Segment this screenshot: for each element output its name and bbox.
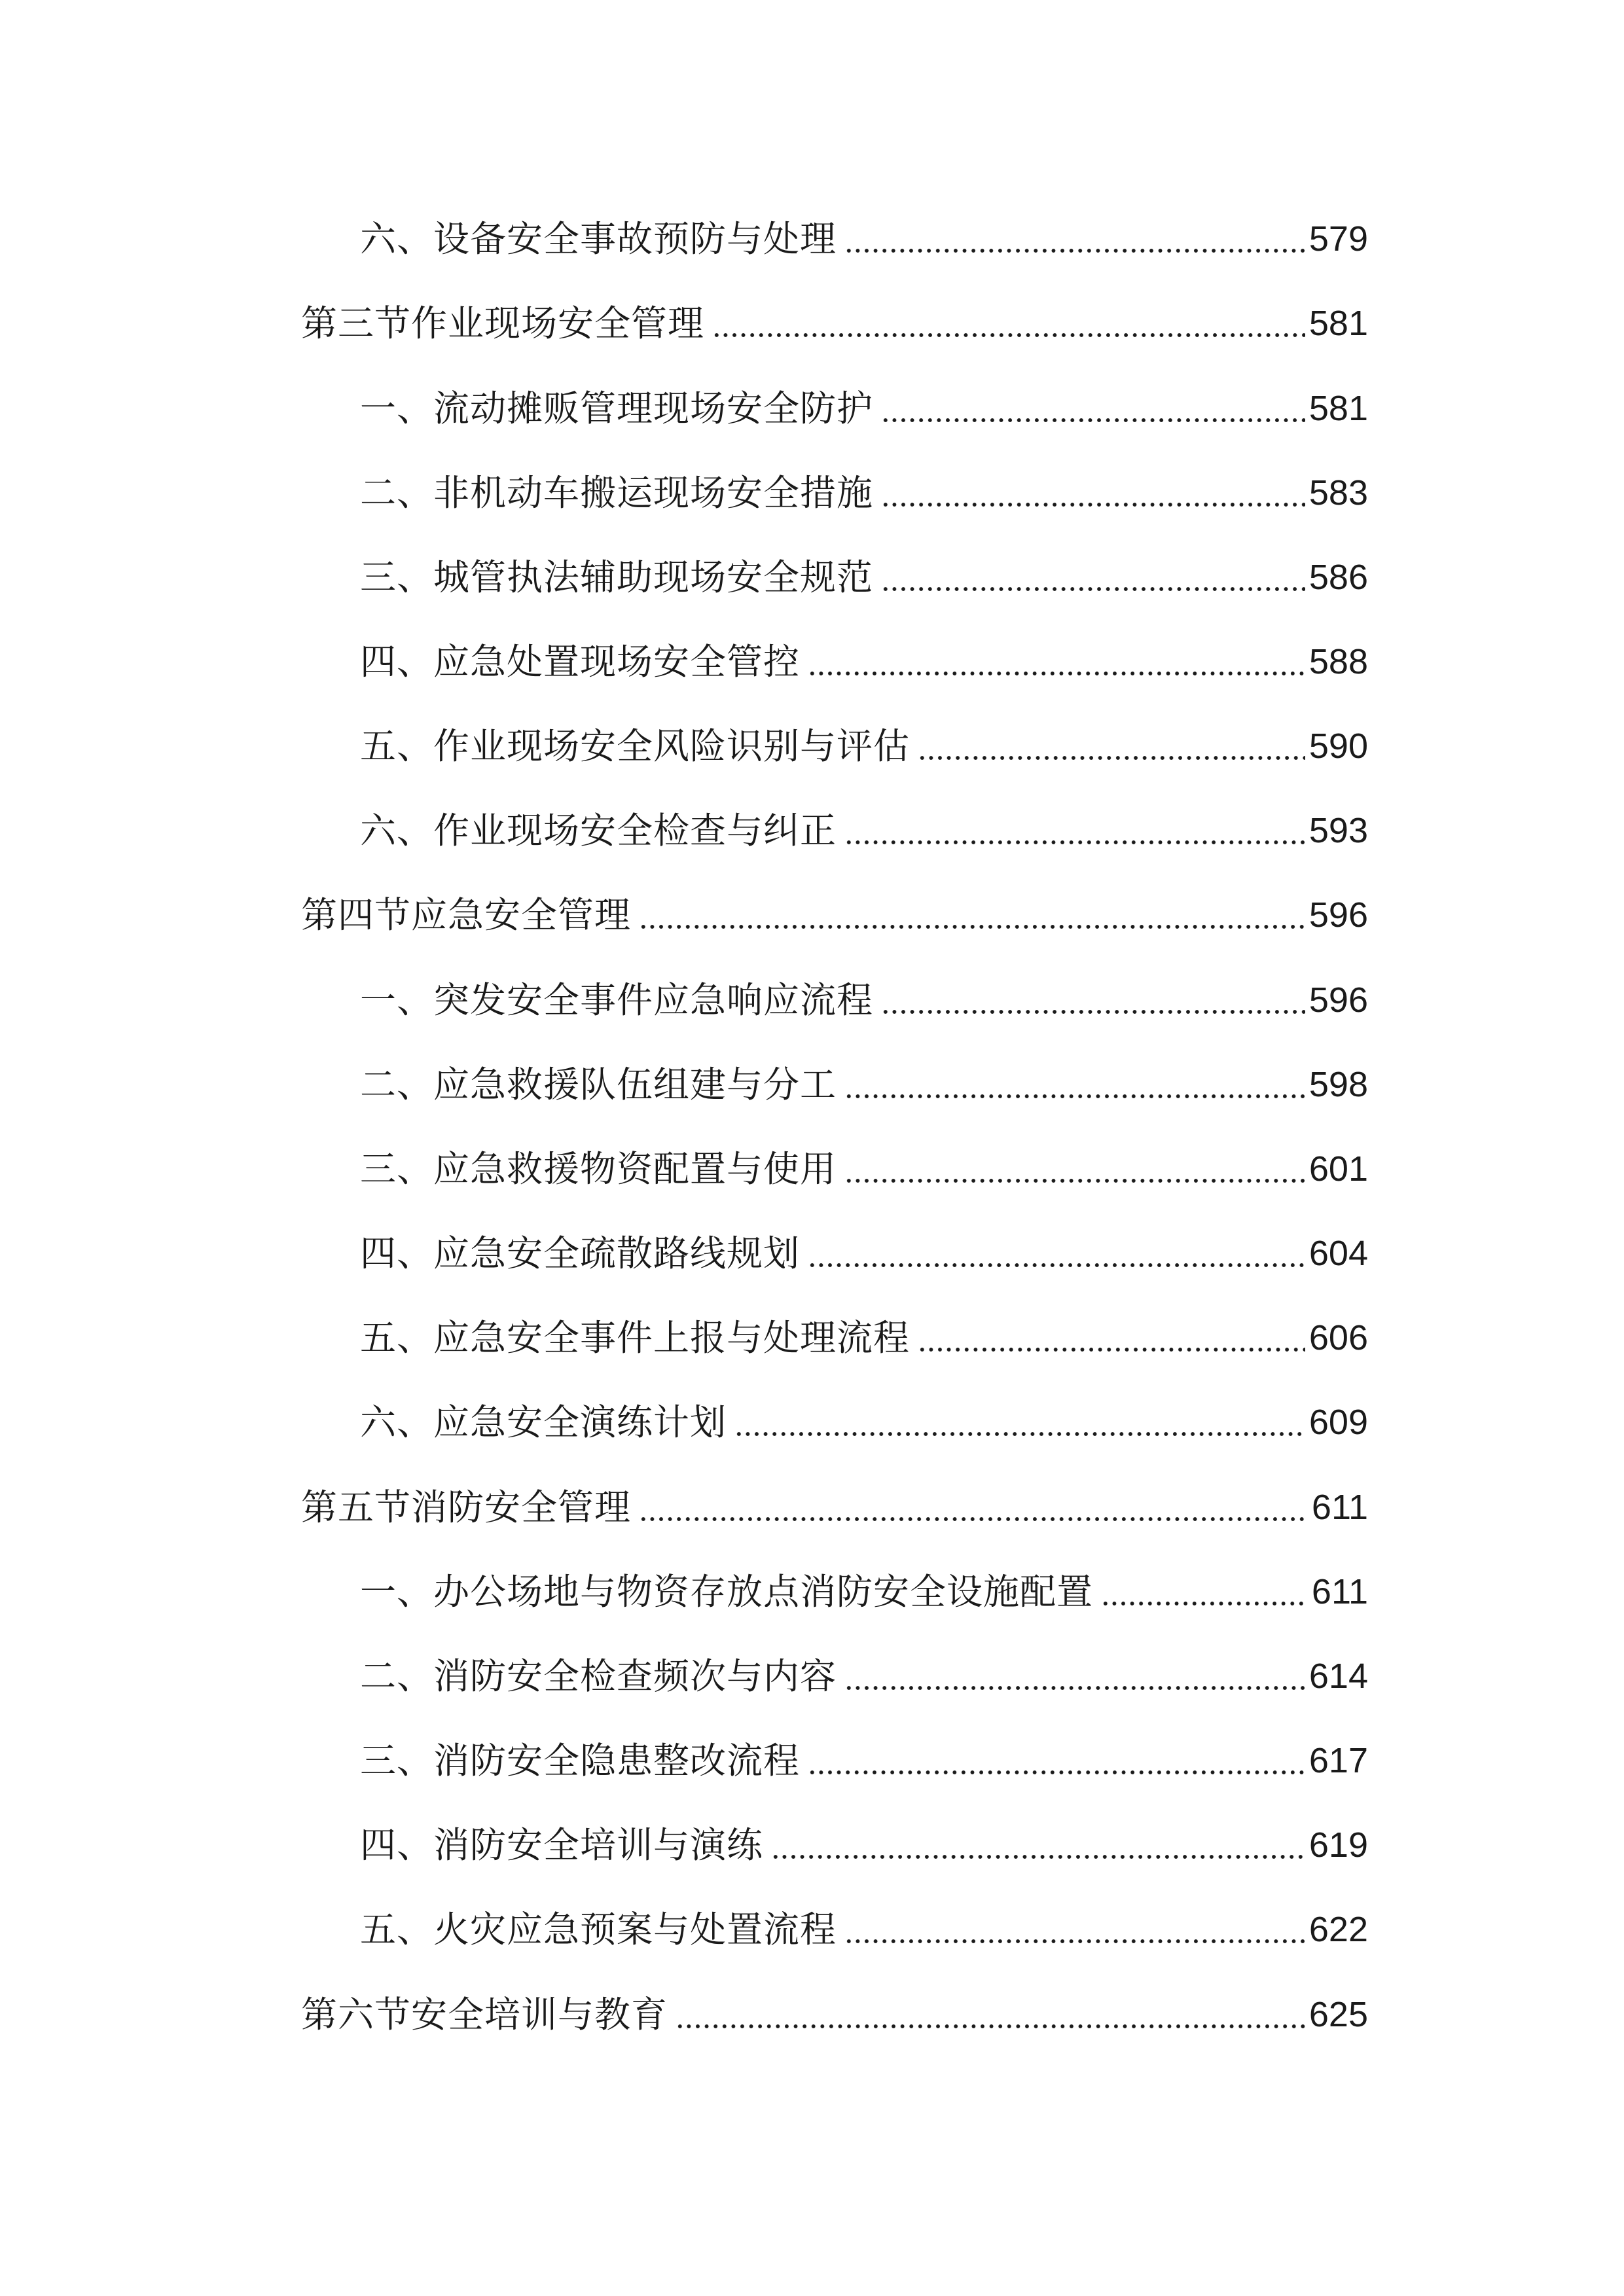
toc-entry-title: 四、应急安全疏散路线规划 xyxy=(360,1232,801,1274)
dot-leader xyxy=(844,1058,1305,1111)
dot-leader xyxy=(844,213,1305,265)
toc-entry-page: 611 xyxy=(1311,1572,1368,1611)
toc-entry-page: 609 xyxy=(1308,1403,1368,1442)
toc-entry-page: 581 xyxy=(1308,304,1368,343)
dot-leader xyxy=(1101,1566,1308,1618)
toc-entry-title: 三、城管执法辅助现场安全规范 xyxy=(360,556,874,598)
dot-leader xyxy=(844,804,1305,857)
toc-entry[interactable] xyxy=(360,974,1368,1026)
toc-entry-title: 六、设备安全事故预防与处理 xyxy=(360,218,837,260)
dot-leader xyxy=(639,889,1305,941)
toc-entry-page: 601 xyxy=(1308,1149,1368,1189)
toc-entry[interactable] xyxy=(360,1903,1368,1956)
toc-entry[interactable] xyxy=(360,467,1368,519)
dot-leader xyxy=(808,1734,1305,1787)
toc-entry-title: 第五节消防安全管理 xyxy=(301,1486,632,1528)
toc-entry-title: 二、消防安全检查频次与内容 xyxy=(360,1655,837,1697)
toc-entry-page: 596 xyxy=(1308,980,1368,1020)
toc-entry-title: 六、作业现场安全检查与纠正 xyxy=(360,810,837,852)
toc-entry-page: 625 xyxy=(1308,1995,1368,2034)
toc-entry-page: 588 xyxy=(1308,642,1368,681)
dot-leader xyxy=(734,1396,1305,1448)
dot-leader xyxy=(844,1143,1305,1195)
toc-entry[interactable] xyxy=(360,382,1368,435)
toc-entry[interactable] xyxy=(360,1650,1368,1702)
toc-entry-title: 二、非机动车搬运现场安全措施 xyxy=(360,472,874,514)
dot-leader xyxy=(676,1988,1305,2041)
toc-entry-page: 593 xyxy=(1308,811,1368,850)
dot-leader xyxy=(639,1481,1308,1534)
toc-entry[interactable] xyxy=(360,1734,1368,1787)
toc-entry-title: 五、火灾应急预案与处置流程 xyxy=(360,1909,837,1950)
toc-entry[interactable] xyxy=(360,1227,1368,1280)
toc-entry-title: 六、应急安全演练计划 xyxy=(360,1401,727,1443)
toc-entry[interactable] xyxy=(301,1988,1368,2041)
dot-leader xyxy=(881,974,1305,1026)
toc-entry[interactable] xyxy=(301,297,1368,350)
dot-leader xyxy=(771,1819,1305,1871)
toc-entry[interactable] xyxy=(360,213,1368,265)
toc-entry[interactable] xyxy=(360,1312,1368,1364)
toc-entry-page: 622 xyxy=(1308,1910,1368,1949)
toc-entry-title: 二、应急救援队伍组建与分工 xyxy=(360,1064,837,1105)
toc-entry-page: 614 xyxy=(1308,1657,1368,1696)
dot-leader xyxy=(918,1312,1305,1364)
dot-leader xyxy=(844,1650,1305,1702)
toc-entry-page: 606 xyxy=(1308,1318,1368,1357)
toc-entry[interactable] xyxy=(360,636,1368,688)
toc-entry-page: 581 xyxy=(1308,389,1368,428)
toc-entry-page: 586 xyxy=(1308,558,1368,597)
toc-entry-title: 第三节作业现场安全管理 xyxy=(301,302,705,344)
toc-entry[interactable] xyxy=(360,551,1368,603)
toc-entry-title: 一、办公场地与物资存放点消防安全设施配置 xyxy=(360,1571,1094,1613)
toc-entry[interactable] xyxy=(360,1396,1368,1448)
toc-entry[interactable] xyxy=(360,804,1368,857)
toc-entry-page: 617 xyxy=(1308,1741,1368,1780)
dot-leader xyxy=(881,382,1305,435)
toc-entry-page: 598 xyxy=(1308,1065,1368,1104)
toc-entry-page: 596 xyxy=(1308,895,1368,935)
toc-entry-title: 一、突发安全事件应急响应流程 xyxy=(360,979,874,1021)
dot-leader xyxy=(712,297,1305,350)
toc-entry-title: 第四节应急安全管理 xyxy=(301,894,632,936)
toc-entry[interactable] xyxy=(360,1143,1368,1195)
toc-entry[interactable] xyxy=(360,1819,1368,1871)
dot-leader xyxy=(918,720,1305,772)
toc-entry-page: 619 xyxy=(1308,1825,1368,1865)
toc-entry-title: 三、消防安全隐患整改流程 xyxy=(360,1740,801,1782)
toc-entry-page: 579 xyxy=(1308,219,1368,259)
dot-leader xyxy=(844,1903,1305,1956)
toc-entry-title: 一、流动摊贩管理现场安全防护 xyxy=(360,387,874,429)
dot-leader xyxy=(881,551,1305,603)
toc-entry-page: 590 xyxy=(1308,726,1368,766)
toc-entry-title: 四、应急处置现场安全管控 xyxy=(360,641,801,683)
toc-entry[interactable] xyxy=(360,720,1368,772)
toc-entry-title: 四、消防安全培训与演练 xyxy=(360,1824,764,1866)
dot-leader xyxy=(808,636,1305,688)
toc-entry[interactable] xyxy=(360,1058,1368,1111)
toc-entry-title: 五、应急安全事件上报与处理流程 xyxy=(360,1317,911,1359)
toc-entry[interactable] xyxy=(301,1481,1368,1534)
toc-entry-page: 583 xyxy=(1308,473,1368,512)
toc-entry-title: 五、作业现场安全风险识别与评估 xyxy=(360,725,911,767)
toc-entry[interactable] xyxy=(360,1566,1368,1618)
toc-entry-page: 611 xyxy=(1311,1488,1368,1527)
toc-entry-title: 三、应急救援物资配置与使用 xyxy=(360,1148,837,1190)
toc-entry-page: 604 xyxy=(1308,1234,1368,1273)
dot-leader xyxy=(808,1227,1305,1280)
dot-leader xyxy=(881,467,1305,519)
toc-entry[interactable] xyxy=(301,889,1368,941)
toc-entry-title: 第六节安全培训与教育 xyxy=(301,1994,668,2036)
